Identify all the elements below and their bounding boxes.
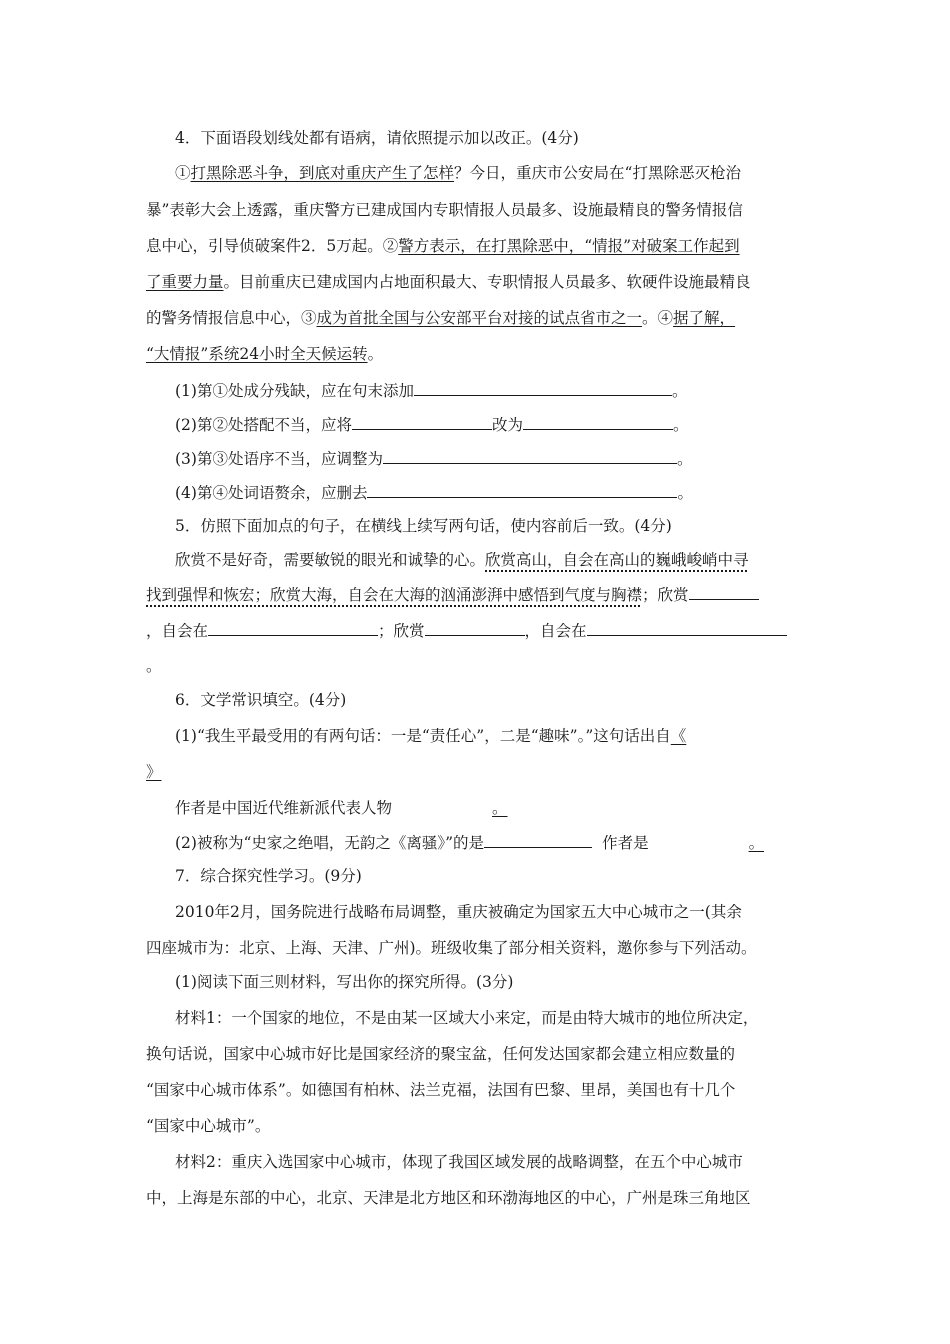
q4-line-1: [175, 163, 741, 183]
q5-text: ，自会在: [524, 622, 587, 640]
q4-sub-3-text: (3)第③处语序不当，应调整为: [175, 450, 383, 468]
answer-blank[interactable]: [587, 620, 787, 636]
q6-text: 作者是中国近代维新派代表人物: [175, 799, 393, 817]
q7-material-1-line-4: “国家中心城市”。: [146, 1117, 271, 1135]
answer-blank[interactable]: [367, 482, 677, 498]
q4-underline-2-cont: 了重要力量: [146, 273, 224, 291]
q7-sub-1: (1)阅读下面三则材料，写出你的探究所得。(3分): [175, 973, 514, 991]
q4-sub-2-text-b: 改为: [491, 416, 523, 434]
q6-title: 6．文学常识填空。(4分): [175, 691, 347, 709]
q6-book-open: [671, 727, 705, 745]
q4-underline-2: 警方表示，在打黑除恶中，“情报”对破案工作起到: [398, 237, 740, 255]
q6-book-close: 》: [146, 763, 162, 781]
q6-text: (2)被称为“史家之绝唱，无韵之《离骚》”的是: [175, 834, 485, 852]
q4-sub-4-text: (4)第④处词语赘余，应删去: [175, 484, 368, 502]
q7-line-1: 2010年2月，国务院进行战略布局调整，重庆被确定为国家五大中心城市之一(其余: [175, 903, 742, 921]
answer-blank[interactable]: [352, 414, 492, 430]
answer-blank[interactable]: [414, 380, 672, 396]
q4-text: 的警务情报信息中心，③: [146, 309, 317, 327]
answer-blank[interactable]: [425, 620, 525, 636]
q5-title: 5．仿照下面加点的句子，在横线上续写两句话，使内容前后一致。(4分): [175, 517, 672, 535]
q7-material-1-line-3: “国家中心城市体系”。如德国有柏林、法兰克福，法国有巴黎、里昂，美国也有十几个: [146, 1081, 736, 1099]
period: 。: [492, 799, 508, 817]
q6-book-bracket: 《: [670, 727, 687, 745]
q4-line-6: [146, 344, 383, 364]
answer-blank[interactable]: [689, 584, 759, 600]
q4-sub-3: [175, 448, 692, 469]
q4-sub-1-text: (1)第①处成分残缺，应在句末添加: [175, 382, 414, 400]
q7-line-2: 四座城市为：北京、上海、天津、广州)。班级收集了部分相关资料，邀你参与下列活动。: [146, 939, 757, 957]
q5-text: ，自会在: [146, 622, 209, 640]
q4-text: 。: [367, 345, 384, 363]
period: 。: [748, 834, 765, 852]
q5-line-1: [175, 550, 749, 570]
q4-mark-1: ①: [175, 164, 191, 182]
q6-line-2: [146, 762, 162, 782]
q5-line-3: [146, 620, 787, 641]
q4-text: 息中心，引导侦破案件2．5万起。②: [146, 237, 399, 255]
q6-text: (1)“我生平最受用的有两句话：一是“责任心”，二是“趣味”。”这句话出自: [175, 727, 671, 745]
q7-material-2-line-1: 材料2：重庆入选国家中心城市，体现了我国区域发展的战略调整，在五个中心城市: [175, 1153, 743, 1171]
q4-underline-3: 成为首批全国与公安部平台对接的试点省市之一: [316, 309, 643, 327]
q5-text: ；欣赏: [642, 586, 689, 604]
q4-underline-4-cont: “大情报”系统24小时全天候运转: [146, 345, 368, 363]
q5-text: 欣赏不是好奇，需要敏锐的眼光和诚挚的心。: [175, 551, 486, 569]
q4-sub-1: [175, 380, 687, 401]
q4-underline-1: 打黑除恶斗争，到底对重庆产生了怎样: [190, 164, 455, 182]
q7-material-1-line-2: 换句话说，国家中心城市好比是国家经济的聚宝盆，任何发达国家都会建立相应数量的: [146, 1045, 736, 1063]
q6-text: 作者是: [602, 834, 649, 852]
q5-dotted-sentence: 欣赏高山，自会在高山的巍峨峻峭中寻: [485, 551, 749, 569]
answer-blank[interactable]: [484, 832, 592, 848]
q4-sub-2-text: (2)第②处搭配不当，应将: [175, 416, 352, 434]
q6-line-4: [175, 832, 764, 853]
q4-line-5: [146, 308, 735, 328]
q7-title: 7．综合探究性学习。(9分): [175, 867, 362, 885]
answer-blank[interactable]: [523, 414, 673, 430]
q4-sub-4: [175, 482, 693, 503]
period: 。: [672, 416, 689, 434]
q4-text: ？今日，重庆市公安局在“打黑除恶灭枪治: [454, 164, 741, 182]
q4-title: 4．下面语段划线处都有语病，请依照提示加以改正。(4分): [175, 129, 579, 147]
answer-blank[interactable]: [208, 620, 378, 636]
q4-sub-2: [175, 414, 689, 435]
q6-blank-wrap: [649, 834, 765, 852]
q6-line-3: [175, 798, 518, 818]
period: 。: [677, 484, 693, 502]
q4-text: 。目前重庆已建成国内占地面积最大、专职情报人员最多、软硬件设施最精良: [223, 273, 751, 291]
q7-material-2-line-2: 中，上海是东部的中心，北京、天津是北方地区和环渤海地区的中心，广州是珠三角地区: [146, 1189, 751, 1207]
q5-line-4: 。: [146, 657, 162, 675]
period: 。: [671, 382, 688, 400]
q4-line-4: [146, 272, 751, 292]
q5-line-2: [146, 584, 759, 605]
q6-line-1: [175, 726, 704, 746]
q7-material-1-line-1: 材料1：一个国家的地位，不是由某一区域大小来定，而是由特大城市的地位所决定，: [175, 1009, 759, 1027]
q4-line-2: 暴”表彰大会上透露，重庆警方已建成国内专职情报人员最多、设施最精良的警务情报信: [146, 201, 743, 219]
answer-blank[interactable]: [383, 448, 677, 464]
q5-text: ；欣赏: [378, 622, 425, 640]
q5-dotted-sentence-cont: 找到强悍和恢宏；欣赏大海，自会在大海的汹涌澎湃中感悟到气度与胸襟: [146, 586, 643, 604]
q4-underline-4: 据了解，: [673, 309, 736, 327]
period: 。: [676, 450, 693, 468]
q4-text: 。④: [642, 309, 674, 327]
q4-line-3: [146, 236, 740, 256]
q6-blank-wrap: [392, 799, 518, 817]
